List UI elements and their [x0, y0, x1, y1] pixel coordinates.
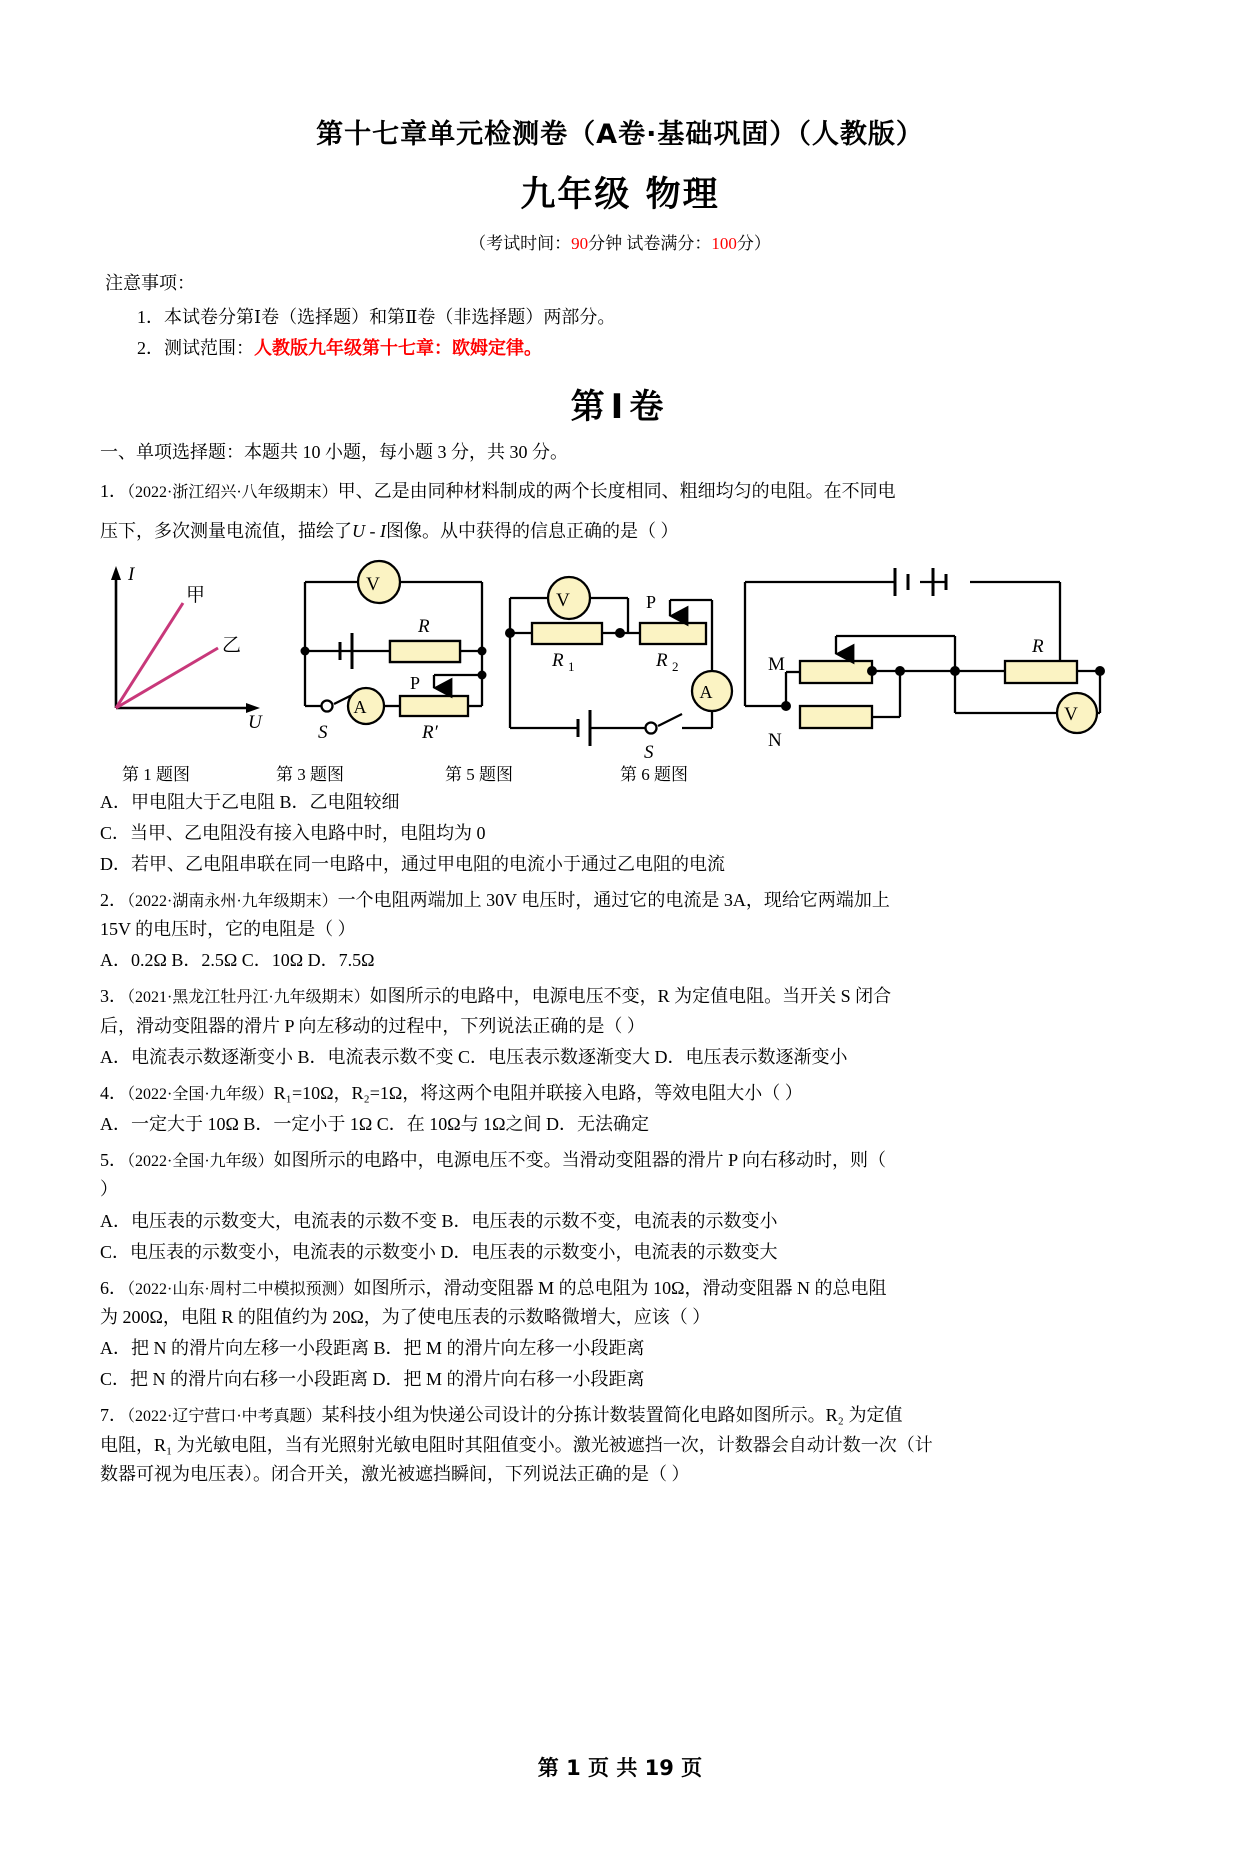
- q5-switch-label: S: [644, 741, 654, 758]
- question-3: [100, 982, 1145, 1040]
- question-6: [100, 1274, 1145, 1332]
- q3-resistor-label: R: [418, 615, 430, 637]
- question-3-number: 3．: [100, 986, 127, 1007]
- q6-resistor-label: R: [1032, 635, 1044, 657]
- question-2-number: 2．: [100, 889, 127, 910]
- question-4-line1: R₁=10Ω，R₂=1Ω，将这两个电阻并联接入电路，等效电阻大小（ ）: [273, 1082, 803, 1103]
- q6-rheostatN-label: N: [768, 729, 782, 751]
- question-1-line1: 甲、乙是由同种材料制成的两个长度相同、粗细均匀的电阻。在不同电: [337, 480, 896, 501]
- question-2-line2: 15V 的电压时，它的电阻是（ ）: [100, 919, 356, 940]
- question-1: [100, 471, 1145, 552]
- question-2-source: （2022·湖南永州·九年级期末）: [127, 892, 338, 910]
- question-1-option-c: C．当甲、乙电阻没有接入电路中时，电阻均为 0: [100, 822, 486, 843]
- question-3-options: A．电流表示数逐渐变小 B．电流表示数不变 C．电压表示数逐渐变大 D．电压表示数逐渐变小: [100, 1046, 848, 1067]
- question-1-line2a: 压下，多次测量电流值，描绘了: [100, 521, 352, 541]
- question-3-source: （2021·黑龙江牡丹江·九年级期末）: [127, 989, 370, 1007]
- question-2: [100, 886, 1145, 944]
- q5-resistor1-sub: 1: [568, 658, 575, 674]
- question-1-source: （2022·浙江绍兴·八年级期末）: [127, 483, 338, 501]
- graph-x-label: U: [248, 711, 262, 733]
- exam-meta-prefix: （考试时间：: [469, 234, 572, 253]
- question-3-line1: 如图所示的电路中，电源电压不变，R 为定值电阻。当开关 S 闭合: [369, 986, 892, 1007]
- question-2-line1: 一个电阻两端加上 30V 电压时，通过它的电流是 3A，现给它两端加上: [337, 889, 890, 910]
- question-6-option-a-b: A．把 N 的滑片向左移一小段距离 B．把 M 的滑片向左移一小段距离: [100, 1338, 645, 1359]
- q3-switch-label: S: [318, 721, 328, 743]
- question-7-line1: 某科技小组为快递公司设计的分拣计数装置简化电路如图所示。R₂ 为定值: [321, 1405, 903, 1426]
- q5-ammeter-label: A: [699, 681, 713, 702]
- q6-voltmeter-label: V: [1064, 703, 1078, 725]
- question-4-number: 4．: [100, 1082, 127, 1103]
- q5-voltmeter-label: V: [556, 589, 570, 611]
- question-6-option-c-d: C．把 N 的滑片向右移一小段距离 D．把 M 的滑片向右移一小段距离: [100, 1369, 645, 1390]
- graph-y-label: I: [128, 563, 135, 585]
- q5-slider-label: P: [646, 591, 657, 612]
- question-3-line2: 后，滑动变阻器的滑片 P 向左移动的过程中，下列说法正确的是（ ）: [100, 1015, 645, 1036]
- question-7-number: 7．: [100, 1405, 127, 1426]
- question-6-line1: 如图所示，滑动变阻器 M 的总电阻为 10Ω，滑动变阻器 N 的总电阻: [353, 1277, 887, 1298]
- q6-rheostatM-label: M: [768, 653, 785, 675]
- exam-meta: [0, 229, 1240, 254]
- exam-score-value: 100: [711, 234, 737, 253]
- notice-item-1: 1．本试卷分第Ⅰ卷（选择题）和第Ⅱ卷（非选择题）两部分。: [137, 306, 616, 327]
- figure-caption-2: 第 3 题图: [276, 764, 344, 784]
- q3-ammeter-label: A: [353, 696, 367, 717]
- circuit-figures-svg: [100, 558, 1145, 758]
- figure-circuit-q3: [301, 561, 487, 743]
- q3-slider-label: P: [410, 672, 421, 693]
- page-footer: 第 1 页 共 19 页: [537, 1756, 703, 1780]
- exam-meta-suffix: 分）: [736, 234, 771, 253]
- q5-resistor1-label: R: [552, 649, 564, 671]
- section-heading: 一、单项选择题：本题共 10 小题，每小题 3 分，共 30 分。: [100, 441, 568, 462]
- question-5-line2: ）: [100, 1179, 118, 1200]
- question-1-number: 1．: [100, 480, 127, 501]
- question-5-source: （2022·全国·九年级）: [127, 1153, 274, 1171]
- figure-circuit-q5: [505, 577, 732, 758]
- question-2-options: A．0.2Ω B．2.5Ω C．10Ω D．7.5Ω: [100, 950, 375, 971]
- question-1-option-d: D．若甲、乙电阻串联在同一电路中，通过甲电阻的电流小于通过乙电阻的电流: [100, 853, 725, 874]
- page-subtitle: 九年级 物理: [520, 175, 720, 215]
- exam-time-value: 90: [571, 234, 589, 253]
- question-7-line2: 电阻，R₁ 为光敏电阻，当有光照射光敏电阻时其阻值变小。激光被遮挡一次，计数器会自动计数一次（计: [100, 1434, 933, 1455]
- q5-resistor2-label: R: [656, 649, 668, 671]
- exam-meta-mid: 分钟 试卷满分：: [588, 234, 712, 253]
- question-6-number: 6．: [100, 1277, 127, 1298]
- question-5: [100, 1146, 1145, 1204]
- figure-captions: [100, 760, 1145, 786]
- graph-line-label-yi: 乙: [222, 634, 242, 656]
- graph-line-label-jia: 甲: [186, 584, 206, 606]
- page-title: 第十七章单元检测卷（A卷·基础巩固）（人教版）: [316, 119, 924, 150]
- notice-item-2-value: 人教版九年级第十七章：欧姆定律。: [254, 338, 542, 358]
- figure-caption-1: 第 1 题图: [122, 764, 190, 784]
- question-1-line2b: 图像。从中获得的信息正确的是（ ）: [386, 521, 679, 541]
- volume-title: 第Ⅰ卷: [570, 386, 670, 427]
- question-6-source: （2022·山东·周村二中模拟预测）: [127, 1280, 354, 1298]
- q3-voltmeter-label: V: [366, 573, 380, 595]
- question-5-line1: 如图所示的电路中，电源电压不变。当滑动变阻器的滑片 P 向右移动时，则（: [273, 1150, 887, 1171]
- question-1-symbol: U - I: [352, 521, 386, 541]
- notice-heading: 注意事项：: [105, 273, 195, 293]
- figure-row: [100, 558, 1145, 758]
- question-6-line2: 为 200Ω，电阻 R 的阻值约为 20Ω，为了使电压表的示数略微增大，应该（ ）: [100, 1307, 711, 1327]
- question-1-option-a-b: A．甲电阻大于乙电阻 B．乙电阻较细: [100, 791, 400, 812]
- notice-item-2: [137, 333, 1240, 365]
- figure-caption-3: 第 5 题图: [445, 764, 513, 784]
- question-5-number: 5．: [100, 1150, 127, 1171]
- q5-resistor2-sub: 2: [672, 658, 679, 674]
- question-4: [100, 1079, 1145, 1108]
- figure-caption-4: 第 6 题图: [620, 764, 688, 784]
- question-7-line3: 数器可视为电压表）。闭合开关，激光被遮挡瞬间，下列说法正确的是（ ）: [100, 1463, 690, 1484]
- figure-circuit-q6: [745, 568, 1105, 751]
- question-4-source: （2022·全国·九年级）: [127, 1085, 274, 1103]
- figure-iu-graph: [111, 564, 263, 733]
- question-4-options: A．一定大于 10Ω B．一定小于 1Ω C．在 10Ω与 1Ω之间 D．无法确定: [100, 1114, 650, 1135]
- question-5-option-a-b: A．电压表的示数变大，电流表的示数不变 B．电压表的示数不变，电流表的示数变小: [100, 1210, 778, 1231]
- question-7: [100, 1401, 1145, 1488]
- notice-item-2-label: 2．测试范围：: [137, 338, 254, 358]
- q3-rheostat-label: R′: [422, 721, 438, 743]
- exam-paper-page: [0, 112, 1240, 1866]
- question-7-source: （2022·辽宁营口·中考真题）: [127, 1408, 322, 1426]
- questions-container: [100, 471, 1145, 1489]
- notice-block: [105, 268, 1240, 365]
- question-5-option-c-d: C．电压表的示数变小，电流表的示数变小 D．电压表的示数变小，电流表的示数变大: [100, 1241, 778, 1262]
